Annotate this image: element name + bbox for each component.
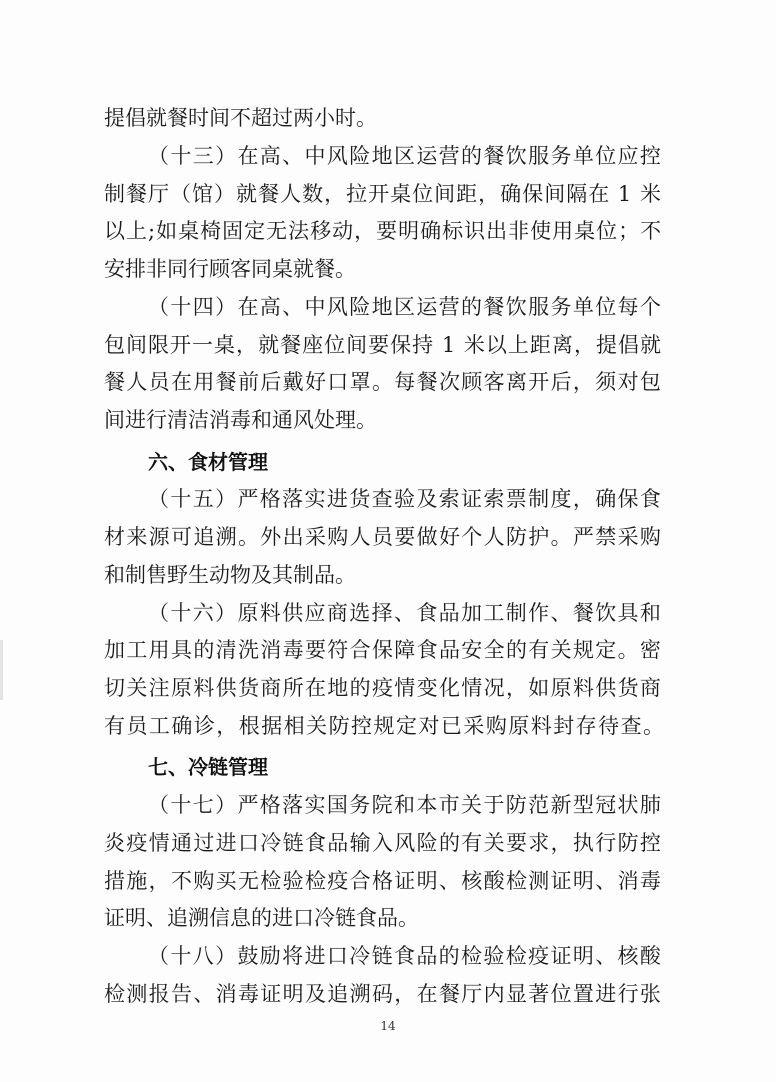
paragraph-line: 材来源可追溯。外出采购人员要做好个人防护。严禁采购 xyxy=(104,525,663,549)
paragraph-line: 炎疫情通过进口冷链食品输入风险的有关要求，执行防控 xyxy=(104,831,663,855)
paragraph-line: （十六）原料供应商选择、食品加工制作、餐饮具和 xyxy=(148,601,663,625)
paragraph-line: （十七）严格落实国务院和本市关于防范新型冠状肺 xyxy=(148,793,663,817)
paragraph-line: 包间限开一桌，就餐座位间要保持 1 米以上距离，提倡就 xyxy=(104,333,662,357)
paragraph-line: 以上;如桌椅固定无法移动，要明确标识出非使用桌位；不 xyxy=(104,219,663,243)
paragraph-line: 提倡就餐时间不超过两小时。 xyxy=(104,106,377,130)
paragraph-line: 和制售野生动物及其制品。 xyxy=(104,563,356,587)
paragraph-line: 制餐厅（馆）就餐人数，拉开桌位间距，确保间隔在 1 米 xyxy=(104,182,662,206)
page-number: 14 xyxy=(380,1019,396,1033)
paragraph-line: （十三）在高、中风险地区运营的餐饮服务单位应控 xyxy=(148,144,663,168)
paragraph-line: （十八）鼓励将进口冷链食品的检验检疫证明、核酸 xyxy=(148,944,663,968)
paragraph-line: 检测报告、消毒证明及追溯码，在餐厅内显著位置进行张 xyxy=(104,982,663,1006)
paragraph-line: （十五）严格落实进货查验及索证索票制度，确保食 xyxy=(148,487,663,511)
paragraph-line: 证明、追溯信息的进口冷链食品。 xyxy=(104,906,419,930)
paragraph-line: 有员工确诊，根据相关防控规定对已采购原料封存待查。 xyxy=(104,714,666,738)
paragraph-line: 切关注原料供货商所在地的疫情变化情况，如原料供货商 xyxy=(104,676,663,700)
paragraph-line: 安排非同行顾客同桌就餐。 xyxy=(104,257,356,281)
paragraph-line: 间进行清洁消毒和通风处理。 xyxy=(104,408,377,432)
paragraph-line: （十四）在高、中风险地区运营的餐饮服务单位每个 xyxy=(148,295,663,319)
section-heading: 六、食材管理 xyxy=(148,450,268,474)
paragraph-line: 加工用具的清洗消毒要符合保障食品安全的有关规定。密 xyxy=(104,638,663,662)
paragraph-line: 餐人员在用餐前后戴好口罩。每餐次顾客离开后，须对包 xyxy=(104,370,663,394)
section-heading: 七、冷链管理 xyxy=(148,755,268,779)
binding-shadow xyxy=(0,640,3,700)
paragraph-line: 措施，不购买无检验检疫合格证明、核酸检测证明、消毒 xyxy=(104,869,663,893)
